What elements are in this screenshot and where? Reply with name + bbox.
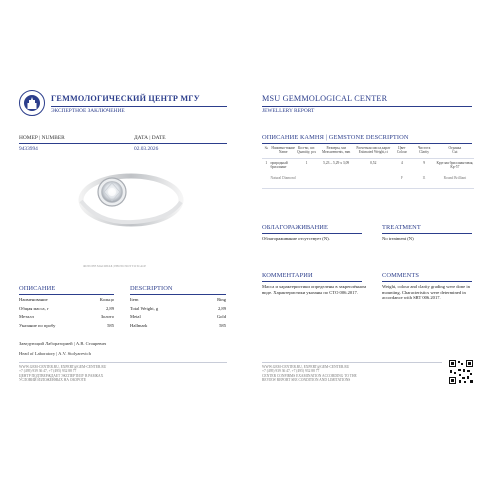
treatment-heading-en: TREATMENT [382,224,421,231]
table-row [262,170,474,180]
col-color: Цвет Colour [396,146,407,155]
row-qty: 1 [305,160,308,165]
center-name-en: MSU GEMMOLOGICAL CENTER [262,94,388,103]
row-name-ru: природный бриллиант [270,160,288,170]
date-label: ДАТА | DATE [134,135,166,141]
row-name-en: Natural Diamond [270,175,296,180]
stones-heading: ОПИСАНИЕ КАМНЯ | GEMSTONE DESCRIPTION [262,134,409,141]
col-clarity: Чистота Clarity [417,146,431,155]
row-color-en: F [400,175,403,180]
comments-heading-en: COMMENTS [382,272,420,279]
stones-table [262,146,474,180]
center-subtitle-en: JEWELLERY REPORT [262,108,315,114]
row-clarity-en: I1 [422,175,426,180]
treatment-text-en: No treatment (N) [382,236,414,241]
qr-code-icon [448,359,474,385]
list-item: Metal Gold [130,314,226,319]
comments-text-en: Weight, colour and clarity grading were done in mounting. Characteristics were determined in accordance with SRT 006.2017. [382,284,470,301]
list-item: Item Ring [130,297,226,302]
treatment-text-ru: Облагораживание отсутствует (N). [262,236,330,241]
col-cut: Огранка Cut [448,146,462,155]
col-dims: Размеры, мм Measurements, mm [321,146,351,155]
col-weight: Расчетная масса,карат Estimated Weight,ct [356,146,391,155]
col-qty: Кол-во, шт. Quantity, pcs [297,146,316,155]
report-date: 02.03.2026 [134,146,159,152]
description-list-ru [19,297,114,331]
list-item: Total Weight, g 2,89 [130,305,226,311]
comments-text-ru: Масса и характеристики определены в закреплённом виде. Характеристики указаны по СТО 006.2017. [262,284,366,295]
col-n: № [264,146,268,150]
row-weight: 0,52 [370,160,377,165]
center-name-ru: ГЕММОЛОГИЧЕСКИЙ ЦЕНТР МГУ [51,94,200,103]
ring-photo [29,162,219,262]
description-heading-en: DESCRIPTION [130,285,173,292]
signatory-en: Head of Laboratory | A.V. Stolyarevich [19,351,91,356]
description-list-en [130,297,226,331]
list-item: Наименование Кольцо [19,297,114,302]
msu-emblem-icon [19,90,45,116]
number-label: НОМЕР | NUMBER [19,135,65,141]
stones-header-row [262,146,474,155]
row-cut-en: Round Brilliant [443,175,467,180]
center-subtitle-ru: ЭКСПЕРТНОЕ ЗАКЛЮЧЕНИЕ [51,108,125,114]
row-n: 1 [265,160,268,165]
row-color-ru: 4 [400,160,403,165]
image-caption: ФОТО НЕ МАСШТАБ | PHOTO NOT TO SCALE [83,264,147,268]
signatory-ru: Заведующий Лабораторией | А.В. Стояревич [19,341,107,346]
list-item: Указание по пробу 585 [19,322,114,328]
list-item: Hallmark 585 [130,322,226,328]
col-name: Наимено-вание Name [271,146,295,155]
footer-ru: WWW.GEM-CENTER.RU, EXPERT@GEM-CENTER.RU +7 (495) 939 36 47, +7 (495) 932 88 77 ЦЕНТР ПОДТВЕРЖДАЕТ ЭКСПЕРТИЗУ В РАМКАХ УСЛОВИЙ ИЗЛОЖЕННЫХ НА ОБОРОТЕ [19,365,107,383]
row-clarity-ru: 9 [423,160,426,165]
comments-heading-ru: КОММЕНТАРИИ [262,272,313,279]
row-cut-ru: Круглая бриллиантовая, Кр-57 [436,160,474,170]
description-heading-ru: ОПИСАНИЕ [19,285,56,292]
footer-en: WWW.GEM-CENTER.RU, EXPERT@GEM-CENTER.RU +7 (495) 939 36 47, +7 (495) 932 88 77 CENTER CONFIRMS EXAMINATION ACCORDING TO THE REVIEW REPORT SEE CONDITION AND LIMITATIONS [262,365,357,383]
list-item: Металл Золото [19,314,114,319]
report-number: 9433994 [19,146,38,152]
treatment-heading-ru: ОБЛАГОРАЖИВАНИЕ [262,224,329,231]
row-dims: 5,23 – 5,29 x 3,09 [323,160,350,165]
report-card [13,76,487,424]
list-item: Общая масса, г 2,89 [19,305,114,311]
